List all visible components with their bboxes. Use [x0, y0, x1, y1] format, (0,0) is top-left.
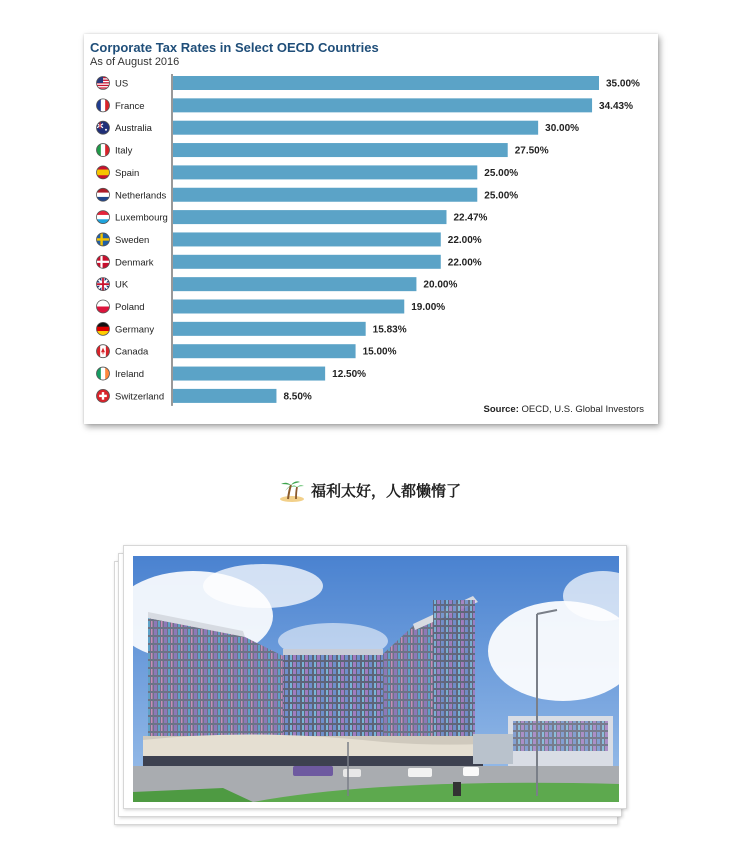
bar [173, 389, 276, 403]
france-flag-icon [97, 99, 110, 112]
palm-tree-icon [279, 478, 305, 502]
category-label: Sweden [115, 234, 150, 246]
chart-source [484, 404, 645, 415]
chart-card [84, 34, 658, 424]
data-label: 25.00% [484, 167, 519, 179]
bar [173, 300, 404, 314]
category-label: Canada [115, 346, 149, 358]
data-label: 8.50% [283, 391, 312, 403]
sweden-flag-icon [97, 233, 110, 246]
chart-title: Corporate Tax Rates in Select OECD Countries [90, 40, 379, 55]
photo-frame-front [123, 545, 627, 809]
denmark-flag-icon [97, 255, 110, 268]
bar [173, 98, 592, 112]
category-label: Poland [115, 302, 145, 313]
bar [173, 277, 416, 291]
bar-chart [84, 34, 658, 424]
category-label: France [115, 100, 145, 112]
data-label: 20.00% [423, 279, 458, 291]
data-label: 34.43% [599, 100, 633, 112]
switzerland-flag-icon [97, 389, 110, 402]
us-flag-icon [97, 77, 110, 90]
data-label: 27.50% [514, 145, 549, 157]
data-label: 12.50% [332, 369, 367, 381]
caption-text: 福利太好，人都懒惰了 [310, 481, 461, 500]
category-label: Germany [115, 324, 155, 336]
caption [0, 478, 740, 502]
italy-flag-icon [97, 144, 110, 157]
bar [173, 165, 477, 179]
bar [173, 322, 366, 336]
data-label: 35.00% [606, 78, 640, 90]
category-label: Denmark [115, 257, 154, 269]
ireland-flag-icon [97, 367, 110, 380]
canada-flag-icon [97, 345, 110, 358]
bar [173, 344, 356, 358]
bar [173, 210, 446, 224]
spain-flag-icon [97, 166, 110, 179]
category-label: Spain [115, 167, 140, 179]
data-label: 19.00% [411, 302, 446, 313]
bar [173, 367, 325, 381]
bar [173, 255, 441, 269]
photo-stack [112, 543, 632, 828]
category-label: Italy [115, 145, 133, 157]
chart-subtitle: As of August 2016 [90, 56, 180, 68]
poland-flag-icon [97, 300, 110, 313]
category-label: Switzerland [115, 391, 165, 403]
category-label: Australia [115, 123, 152, 135]
netherlands-flag-icon [97, 188, 110, 201]
bar [173, 76, 599, 90]
source-label: Source: [483, 404, 519, 415]
category-label: UK [115, 279, 129, 291]
luxembourg-flag-icon [97, 211, 110, 224]
australia-flag-icon [97, 121, 110, 134]
category-label: Netherlands [115, 190, 167, 202]
bar [173, 121, 538, 135]
data-label: 15.83% [372, 324, 407, 336]
hospital-building-photo [133, 556, 619, 802]
data-label: 22.47% [453, 212, 488, 224]
bar [173, 188, 477, 202]
data-label: 22.00% [447, 234, 482, 246]
germany-flag-icon [97, 322, 110, 335]
bar [173, 232, 441, 246]
source-text: OECD, U.S. Global Investors [521, 404, 644, 415]
data-label: 15.00% [362, 346, 397, 358]
category-label: US [115, 78, 129, 90]
category-label: Ireland [115, 369, 145, 381]
uk-flag-icon [97, 278, 110, 291]
data-label: 25.00% [484, 190, 519, 202]
bar [173, 143, 508, 157]
category-label: Luxembourg [115, 212, 168, 224]
data-label: 30.00% [545, 123, 580, 135]
data-label: 22.00% [447, 257, 482, 269]
